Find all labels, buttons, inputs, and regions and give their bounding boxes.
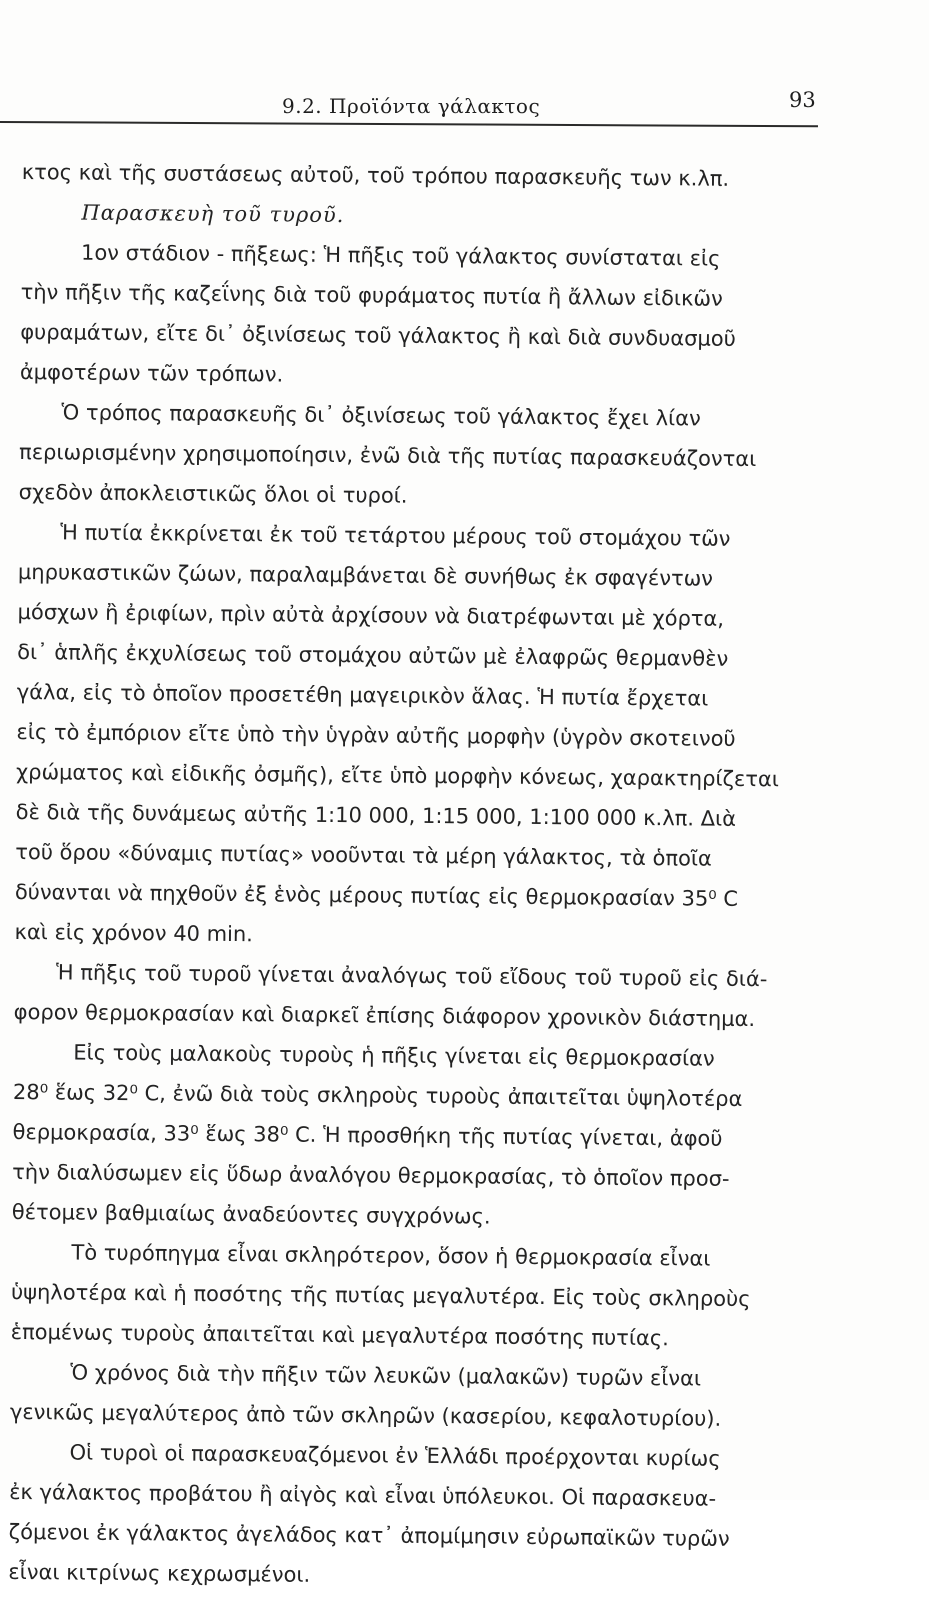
text-line: ζόμενοι ἐκ γάλακτος ἀγελάδος κατ᾽ ἀπομίμησιν εὐρωπαϊκῶν τυρῶν [8,1519,730,1551]
text-line: ἀμφοτέρων τῶν τρόπων. [19,359,284,387]
text-line: δι᾽ ἁπλῆς ἐκχυλίσεως τοῦ στομάχου αὐτῶν μὲ ἐλαφρῶς θερμανθὲν [17,639,729,671]
subsection-heading: Παρασκευὴ τοῦ τυροῦ. [81,200,345,228]
text-line: φορον θερμοκρασίαν καὶ διαρκεῖ ἐπίσης διάφορον χρονικὸν διάστημα. [13,999,756,1032]
text-line: 1ον στάδιον - πῆξεως: Ἡ πῆξις τοῦ γάλακτος συνίσταται εἰς [80,240,721,271]
text-line: θέτομεν βαθμιαίως ἀναδεύοντες συγχρόνως. [11,1199,491,1229]
text-line: μηρυκαστικῶν ζώων, παραλαμβάνεται δὲ συνήθως ἐκ σφαγέντων [17,559,714,591]
text-line: Ἡ πυτία ἐκκρίνεται ἐκ τοῦ τετάρτου μέρους τοῦ στομάχου τῶν [60,520,731,551]
text-line: τὴν διαλύσωμεν εἰς ὕδωρ ἀναλόγου θερμοκρασίας, τὸ ὁποῖον προσ- [12,1159,730,1191]
text-line: θερμοκρασία, 33⁰ ἕως 38⁰ C. Ἡ προσθήκη τῆς πυτίας γίνεται, ἀφοῦ [12,1119,723,1151]
text-line: Εἰς τοὺς μαλακοὺς τυροὺς ἡ πῆξις γίνεται εἰς θερμοκρασίαν [73,1040,715,1071]
text-line: γενικῶς μεγαλύτερος ἀπὸ τῶν σκληρῶν (κασερίου, κεφαλοτυρίου). [9,1399,722,1431]
text-line: φυραμάτων, εἴτε δι᾽ ὀξινίσεως τοῦ γάλακτος ἢ καὶ διὰ συνδυασμοῦ [20,319,736,351]
text-line: εἶναι κιτρίνως κεχρωσμένοι. [8,1559,311,1587]
text-line: δὲ διὰ τῆς δυνάμεως αὐτῆς 1:10 000, 1:15 000, 1:100 000 κ.λπ. Διὰ [15,799,737,831]
text-line: μόσχων ἢ ἐριφίων, πρὶν αὐτὰ ἀρχίσουν νὰ διατρέφωνται μὲ χόρτα, [17,599,725,631]
text-line: Ἡ πῆξις τοῦ τυροῦ γίνεται ἀναλόγως τοῦ εἴδους τοῦ τυροῦ εἰς διά- [56,960,768,992]
section-title: 9.2. Προϊόντα γάλακτος [282,94,541,118]
text-line: Ὁ τρόπος παρασκευῆς δι᾽ ὀξινίσεως τοῦ γάλακτος ἔχει λίαν [61,400,701,431]
body-text [8,152,832,1600]
text-line: Ὁ χρόνος διὰ τὴν πῆξιν τῶν λευκῶν (μαλακῶν) τυρῶν εἶναι [70,1360,702,1391]
text-line: Οἱ τυροὶ οἱ παρασκευαζόμενοι ἐν Ἑλλάδι προέρχονται κυρίως [69,1440,721,1471]
text-line: καὶ εἰς χρόνον 40 min. [14,919,254,947]
page-number: 93 [789,88,816,112]
text-line: περιωρισμένην χρησιμοποίησιν, ἐνῶ διὰ τῆς πυτίας παρασκευάζονται [19,439,757,472]
text-line: εἰς τὸ ἐμπόριον εἴτε ὑπὸ τὴν ὑγρὰν αὐτῆς μορφὴν (ὑγρὸν σκοτεινοῦ [16,719,736,751]
text-line: κτος καὶ τῆς συστάσεως αὐτοῦ, τοῦ τρόπου παρασκευῆς των κ.λπ. [21,159,730,191]
text-line: ἑπομένως τυροὺς ἀπαιτεῖται καὶ μεγαλυτέρα ποσότης πυτίας. [10,1319,669,1351]
text-line: τὴν πῆξιν τῆς καζεΐνης διὰ τοῦ φυράματος πυτία ἢ ἄλλων εἰδικῶν [20,279,723,311]
text-line: δύνανται νὰ πηχθοῦν ἐξ ἑνὸς μέρους πυτίας εἰς θερμοκρασίαν 35⁰ C [14,879,739,911]
text-line: 28⁰ ἕως 32⁰ C, ἐνῶ διὰ τοὺς σκληροὺς τυροὺς ἀπαιτεῖται ὑψηλοτέρα [12,1079,743,1111]
text-line: Τὸ τυρόπηγμα εἶναι σκληρότερον, ὅσον ἡ θερμοκρασία εἶναι [71,1240,711,1271]
text-line: ἐκ γάλακτος προβάτου ἢ αἰγὸς καὶ εἶναι ὑπόλευκοι. Οἱ παρασκευα- [9,1479,717,1511]
text-line: τοῦ ὅρου «δύναμις πυτίας» νοοῦνται τὰ μέρη γάλακτος, τὰ ὁποῖα [15,839,712,871]
text-line: ὑψηλοτέρα καὶ ἡ ποσότης τῆς πυτίας μεγαλυτέρα. Εἰς τοὺς σκληροὺς [10,1279,751,1312]
text-line: χρώματος καὶ εἰδικῆς ὀσμῆς), εἴτε ὑπὸ μορφὴν κόνεως, χαρακτηρίζεται [15,759,780,792]
text-line: γάλα, εἰς τὸ ὁποῖον προσετέθη μαγειρικὸν ἅλας. Ἡ πυτία ἔρχεται [16,679,709,711]
text-line: σχεδὸν ἀποκλειστικῶς ὅλοι οἱ τυροί. [18,479,408,508]
